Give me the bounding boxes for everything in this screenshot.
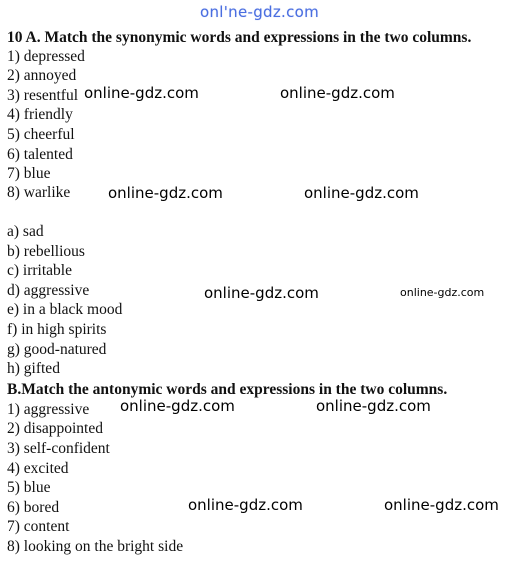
list-item: 4) friendly	[7, 106, 73, 123]
watermark: online-gdz.com	[400, 286, 485, 299]
list-item: 2) disappointed	[7, 420, 103, 437]
watermark: online-gdz.com	[384, 496, 499, 514]
list-item: 3) resentful	[7, 87, 79, 104]
list-item: 1) aggressive	[7, 401, 90, 418]
list-item: e) in a black mood	[7, 301, 123, 318]
watermark: online-gdz.com	[108, 184, 223, 202]
list-item: 4) excited	[7, 460, 69, 477]
watermark: online-gdz.com	[304, 184, 419, 202]
watermark: online-gdz.com	[188, 496, 303, 514]
list-item: 3) self-confident	[7, 440, 110, 457]
watermark: online-gdz.com	[204, 284, 319, 302]
list-item: 6) bored	[7, 499, 60, 516]
list-item: 1) depressed	[7, 48, 85, 65]
list-item: 7) content	[7, 518, 70, 535]
section-b-title: B.Match the antonymic words and expressions in the two columns.	[7, 381, 448, 398]
watermark: online-gdz.com	[280, 84, 395, 102]
watermark: online-gdz.com	[316, 397, 431, 415]
list-item: a) sad	[7, 223, 44, 240]
section-a-title: 10 A. Match the synonymic words and expressions in the two columns.	[7, 29, 472, 46]
list-item: d) aggressive	[7, 282, 90, 299]
list-item: 5) cheerful	[7, 126, 75, 143]
list-item: g) good-natured	[7, 341, 107, 358]
list-item: h) gifted	[7, 360, 60, 377]
list-item: 2) annoyed	[7, 67, 77, 84]
list-item: f) in high spirits	[7, 321, 107, 338]
watermark: online-gdz.com	[120, 397, 235, 415]
list-item: 5) blue	[7, 479, 51, 496]
watermark: online-gdz.com	[84, 84, 199, 102]
list-item: 7) blue	[7, 165, 51, 182]
list-item: 8) warlike	[7, 184, 71, 201]
list-item: 8) looking on the bright side	[7, 538, 184, 555]
top-watermark: onl'ne-gdz.com	[200, 3, 320, 21]
list-item: c) irritable	[7, 262, 72, 279]
list-item: 6) talented	[7, 146, 73, 163]
list-item: b) rebellious	[7, 243, 85, 260]
